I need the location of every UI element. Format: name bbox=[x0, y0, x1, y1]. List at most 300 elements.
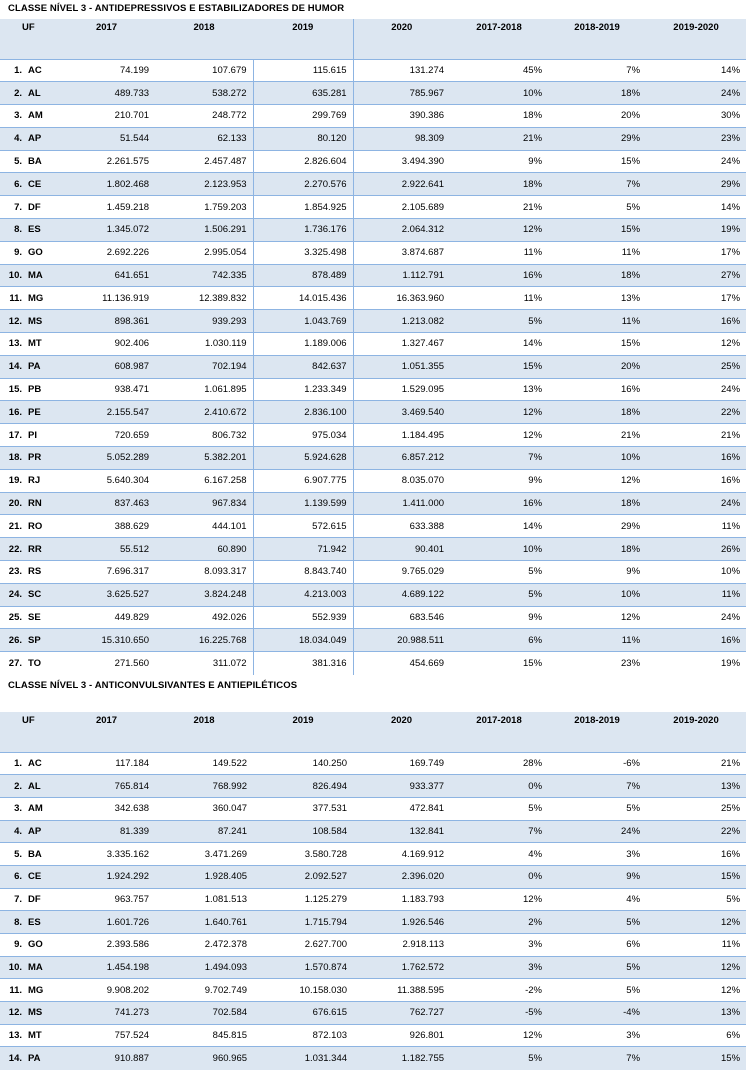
column-header-2017-2018: 2017-2018 bbox=[450, 19, 548, 59]
table-row bbox=[0, 775, 746, 798]
change-2018-2019: 11% bbox=[548, 241, 646, 264]
value-2019: 635.281 bbox=[253, 82, 353, 105]
column-header-2018: 2018 bbox=[155, 19, 253, 59]
value-2019: 572.615 bbox=[253, 515, 353, 538]
row-index: 12. bbox=[0, 310, 28, 333]
value-2019: 8.843.740 bbox=[253, 561, 353, 584]
change-2018-2019: 3% bbox=[548, 843, 646, 866]
value-2017: 720.659 bbox=[58, 424, 155, 447]
change-2019-2020: 21% bbox=[646, 424, 746, 447]
value-2020: 8.035.070 bbox=[353, 469, 450, 492]
value-2017: 910.887 bbox=[58, 1047, 155, 1070]
change-2019-2020: 14% bbox=[646, 196, 746, 219]
section-title-anticonvulsants: CLASSE NÍVEL 3 - ANTICONVULSIVANTES E ANTIEPILÉTICOS bbox=[8, 680, 298, 691]
uf-code: DF bbox=[28, 196, 58, 219]
column-header-2019: 2019 bbox=[253, 19, 353, 59]
value-2017: 271.560 bbox=[58, 652, 155, 675]
change-2019-2020: 30% bbox=[646, 105, 746, 128]
value-2020: 3.469.540 bbox=[353, 401, 450, 424]
change-2019-2020: 21% bbox=[646, 752, 746, 775]
change-2017-2018: 12% bbox=[450, 888, 548, 911]
change-2017-2018: 5% bbox=[450, 310, 548, 333]
change-2018-2019: 12% bbox=[548, 606, 646, 629]
table-row bbox=[0, 865, 746, 888]
value-2020: 1.213.082 bbox=[353, 310, 450, 333]
value-2018: 1.061.895 bbox=[155, 378, 253, 401]
value-2019: 140.250 bbox=[253, 752, 353, 775]
change-2017-2018: 21% bbox=[450, 127, 548, 150]
value-2020: 633.388 bbox=[353, 515, 450, 538]
value-2019: 1.736.176 bbox=[253, 219, 353, 242]
value-2019: 872.103 bbox=[253, 1024, 353, 1047]
value-2018: 444.101 bbox=[155, 515, 253, 538]
change-2019-2020: 16% bbox=[646, 310, 746, 333]
table-row bbox=[0, 797, 746, 820]
change-2018-2019: 7% bbox=[548, 775, 646, 798]
row-index: 17. bbox=[0, 424, 28, 447]
value-2018: 16.225.768 bbox=[155, 629, 253, 652]
change-2019-2020: 12% bbox=[646, 956, 746, 979]
column-header-2018-2019: 2018-2019 bbox=[548, 712, 646, 752]
row-index: 24. bbox=[0, 583, 28, 606]
row-index: 22. bbox=[0, 538, 28, 561]
value-2020: 1.183.793 bbox=[353, 888, 450, 911]
value-2017: 2.393.586 bbox=[58, 934, 155, 957]
column-header-2020: 2020 bbox=[353, 19, 450, 59]
change-2019-2020: 24% bbox=[646, 82, 746, 105]
value-2018: 967.834 bbox=[155, 492, 253, 515]
value-2017: 74.199 bbox=[58, 59, 155, 82]
section-title-antidepressants: CLASSE NÍVEL 3 - ANTIDEPRESSIVOS E ESTABILIZADORES DE HUMOR bbox=[8, 3, 345, 14]
change-2017-2018: 5% bbox=[450, 797, 548, 820]
change-2018-2019: 5% bbox=[548, 911, 646, 934]
value-2018: 702.584 bbox=[155, 1002, 253, 1025]
value-2019: 1.854.925 bbox=[253, 196, 353, 219]
row-index: 1. bbox=[0, 59, 28, 82]
uf-code: PA bbox=[28, 355, 58, 378]
row-index: 10. bbox=[0, 956, 28, 979]
value-2018: 492.026 bbox=[155, 606, 253, 629]
uf-code: AM bbox=[28, 105, 58, 128]
row-index: 27. bbox=[0, 652, 28, 675]
table-row bbox=[0, 333, 746, 356]
change-2018-2019: 18% bbox=[548, 492, 646, 515]
value-2017: 51.544 bbox=[58, 127, 155, 150]
row-index: 4. bbox=[0, 127, 28, 150]
change-2019-2020: 12% bbox=[646, 979, 746, 1002]
table-row bbox=[0, 629, 746, 652]
value-2017: 641.651 bbox=[58, 264, 155, 287]
uf-code: PB bbox=[28, 378, 58, 401]
row-index: 25. bbox=[0, 606, 28, 629]
table-row bbox=[0, 241, 746, 264]
uf-code: RJ bbox=[28, 469, 58, 492]
table-row bbox=[0, 583, 746, 606]
value-2020: 1.112.791 bbox=[353, 264, 450, 287]
change-2019-2020: 16% bbox=[646, 843, 746, 866]
uf-code: MG bbox=[28, 287, 58, 310]
change-2019-2020: 11% bbox=[646, 934, 746, 957]
value-2018: 6.167.258 bbox=[155, 469, 253, 492]
change-2018-2019: 9% bbox=[548, 865, 646, 888]
table-row bbox=[0, 561, 746, 584]
value-2020: 1.411.000 bbox=[353, 492, 450, 515]
value-2017: 11.136.919 bbox=[58, 287, 155, 310]
row-index: 12. bbox=[0, 1002, 28, 1025]
change-2017-2018: 9% bbox=[450, 150, 548, 173]
value-2017: 1.459.218 bbox=[58, 196, 155, 219]
table-row bbox=[0, 820, 746, 843]
value-2018: 1.928.405 bbox=[155, 865, 253, 888]
change-2017-2018: 12% bbox=[450, 424, 548, 447]
value-2018: 939.293 bbox=[155, 310, 253, 333]
change-2018-2019: 12% bbox=[548, 469, 646, 492]
change-2018-2019: 16% bbox=[548, 378, 646, 401]
value-2017: 837.463 bbox=[58, 492, 155, 515]
change-2018-2019: 13% bbox=[548, 287, 646, 310]
change-2018-2019: 7% bbox=[548, 1047, 646, 1070]
value-2020: 933.377 bbox=[353, 775, 450, 798]
value-2019: 2.627.700 bbox=[253, 934, 353, 957]
value-2019: 2.836.100 bbox=[253, 401, 353, 424]
value-2018: 2.457.487 bbox=[155, 150, 253, 173]
value-2017: 5.052.289 bbox=[58, 447, 155, 470]
table-row bbox=[0, 492, 746, 515]
change-2017-2018: 3% bbox=[450, 956, 548, 979]
table-row bbox=[0, 378, 746, 401]
change-2019-2020: 16% bbox=[646, 629, 746, 652]
value-2017: 7.696.317 bbox=[58, 561, 155, 584]
value-2017: 55.512 bbox=[58, 538, 155, 561]
value-2019: 878.489 bbox=[253, 264, 353, 287]
table-row bbox=[0, 150, 746, 173]
value-2017: 342.638 bbox=[58, 797, 155, 820]
value-2018: 1.494.093 bbox=[155, 956, 253, 979]
row-index: 19. bbox=[0, 469, 28, 492]
value-2017: 608.987 bbox=[58, 355, 155, 378]
change-2018-2019: -4% bbox=[548, 1002, 646, 1025]
table-header-row bbox=[0, 712, 746, 752]
value-2019: 18.034.049 bbox=[253, 629, 353, 652]
change-2018-2019: 15% bbox=[548, 219, 646, 242]
row-index: 8. bbox=[0, 219, 28, 242]
table-row bbox=[0, 59, 746, 82]
change-2017-2018: 18% bbox=[450, 173, 548, 196]
change-2017-2018: 11% bbox=[450, 287, 548, 310]
change-2018-2019: 6% bbox=[548, 934, 646, 957]
value-2019: 5.924.628 bbox=[253, 447, 353, 470]
row-index: 11. bbox=[0, 979, 28, 1002]
uf-code: AM bbox=[28, 797, 58, 820]
table-row bbox=[0, 105, 746, 128]
change-2019-2020: 15% bbox=[646, 865, 746, 888]
value-2020: 98.309 bbox=[353, 127, 450, 150]
table-row bbox=[0, 82, 746, 105]
value-2018: 1.759.203 bbox=[155, 196, 253, 219]
table-row bbox=[0, 127, 746, 150]
value-2018: 12.389.832 bbox=[155, 287, 253, 310]
value-2019: 2.092.527 bbox=[253, 865, 353, 888]
change-2017-2018: 0% bbox=[450, 775, 548, 798]
value-2019: 1.189.006 bbox=[253, 333, 353, 356]
uf-code: MG bbox=[28, 979, 58, 1002]
value-2020: 926.801 bbox=[353, 1024, 450, 1047]
value-2019: 826.494 bbox=[253, 775, 353, 798]
value-2018: 60.890 bbox=[155, 538, 253, 561]
uf-code: PI bbox=[28, 424, 58, 447]
table-row bbox=[0, 606, 746, 629]
change-2019-2020: 13% bbox=[646, 1002, 746, 1025]
value-2020: 9.765.029 bbox=[353, 561, 450, 584]
value-2017: 9.908.202 bbox=[58, 979, 155, 1002]
change-2018-2019: 18% bbox=[548, 401, 646, 424]
value-2018: 5.382.201 bbox=[155, 447, 253, 470]
change-2017-2018: 10% bbox=[450, 82, 548, 105]
change-2017-2018: 9% bbox=[450, 469, 548, 492]
value-2020: 1.327.467 bbox=[353, 333, 450, 356]
table-row bbox=[0, 538, 746, 561]
value-2020: 16.363.960 bbox=[353, 287, 450, 310]
change-2019-2020: 24% bbox=[646, 606, 746, 629]
value-2018: 845.815 bbox=[155, 1024, 253, 1047]
value-2019: 3.580.728 bbox=[253, 843, 353, 866]
row-index: 13. bbox=[0, 1024, 28, 1047]
change-2017-2018: 16% bbox=[450, 264, 548, 287]
uf-code: ES bbox=[28, 219, 58, 242]
row-index: 1. bbox=[0, 752, 28, 775]
value-2017: 15.310.650 bbox=[58, 629, 155, 652]
uf-code: MS bbox=[28, 310, 58, 333]
change-2019-2020: 23% bbox=[646, 127, 746, 150]
change-2017-2018: 16% bbox=[450, 492, 548, 515]
change-2019-2020: 16% bbox=[646, 469, 746, 492]
change-2018-2019: 23% bbox=[548, 652, 646, 675]
change-2017-2018: 3% bbox=[450, 934, 548, 957]
value-2020: 2.105.689 bbox=[353, 196, 450, 219]
row-index: 16. bbox=[0, 401, 28, 424]
change-2018-2019: 5% bbox=[548, 956, 646, 979]
row-index: 7. bbox=[0, 888, 28, 911]
change-2019-2020: 17% bbox=[646, 241, 746, 264]
table-row bbox=[0, 424, 746, 447]
row-index: 18. bbox=[0, 447, 28, 470]
change-2019-2020: 19% bbox=[646, 652, 746, 675]
change-2017-2018: 0% bbox=[450, 865, 548, 888]
value-2020: 4.689.122 bbox=[353, 583, 450, 606]
uf-code: CE bbox=[28, 865, 58, 888]
change-2018-2019: 10% bbox=[548, 447, 646, 470]
change-2019-2020: 25% bbox=[646, 797, 746, 820]
change-2018-2019: 18% bbox=[548, 82, 646, 105]
uf-code: AL bbox=[28, 775, 58, 798]
value-2020: 132.841 bbox=[353, 820, 450, 843]
row-index: 21. bbox=[0, 515, 28, 538]
value-2019: 14.015.436 bbox=[253, 287, 353, 310]
change-2019-2020: 22% bbox=[646, 401, 746, 424]
value-2019: 6.907.775 bbox=[253, 469, 353, 492]
row-index: 5. bbox=[0, 843, 28, 866]
change-2019-2020: 22% bbox=[646, 820, 746, 843]
table-row bbox=[0, 652, 746, 675]
value-2017: 2.155.547 bbox=[58, 401, 155, 424]
value-2018: 107.679 bbox=[155, 59, 253, 82]
uf-code: MT bbox=[28, 333, 58, 356]
change-2019-2020: 12% bbox=[646, 333, 746, 356]
value-2019: 71.942 bbox=[253, 538, 353, 561]
uf-code: MS bbox=[28, 1002, 58, 1025]
value-2020: 20.988.511 bbox=[353, 629, 450, 652]
uf-code: RO bbox=[28, 515, 58, 538]
table-row bbox=[0, 1002, 746, 1025]
uf-code: AL bbox=[28, 82, 58, 105]
uf-code: MA bbox=[28, 264, 58, 287]
value-2019: 676.615 bbox=[253, 1002, 353, 1025]
row-index: 14. bbox=[0, 355, 28, 378]
value-2019: 1.715.794 bbox=[253, 911, 353, 934]
value-2019: 3.325.498 bbox=[253, 241, 353, 264]
column-header-2018-2019: 2018-2019 bbox=[548, 19, 646, 59]
change-2017-2018: -2% bbox=[450, 979, 548, 1002]
value-2018: 3.471.269 bbox=[155, 843, 253, 866]
uf-code: GO bbox=[28, 241, 58, 264]
row-index: 6. bbox=[0, 865, 28, 888]
value-2020: 3.874.687 bbox=[353, 241, 450, 264]
table-row bbox=[0, 1024, 746, 1047]
change-2018-2019: 5% bbox=[548, 979, 646, 1002]
change-2017-2018: 5% bbox=[450, 583, 548, 606]
table-antidepressants bbox=[0, 19, 746, 675]
change-2019-2020: 24% bbox=[646, 378, 746, 401]
change-2017-2018: 14% bbox=[450, 515, 548, 538]
table-row bbox=[0, 196, 746, 219]
change-2019-2020: 5% bbox=[646, 888, 746, 911]
uf-code: RN bbox=[28, 492, 58, 515]
value-2020: 4.169.912 bbox=[353, 843, 450, 866]
value-2017: 963.757 bbox=[58, 888, 155, 911]
table-row bbox=[0, 515, 746, 538]
change-2017-2018: 13% bbox=[450, 378, 548, 401]
row-index: 2. bbox=[0, 82, 28, 105]
uf-code: MT bbox=[28, 1024, 58, 1047]
change-2018-2019: 29% bbox=[548, 127, 646, 150]
uf-code: SC bbox=[28, 583, 58, 606]
change-2019-2020: 11% bbox=[646, 583, 746, 606]
uf-code: BA bbox=[28, 150, 58, 173]
uf-code: AC bbox=[28, 752, 58, 775]
value-2018: 248.772 bbox=[155, 105, 253, 128]
table-row bbox=[0, 888, 746, 911]
change-2018-2019: 5% bbox=[548, 797, 646, 820]
value-2019: 80.120 bbox=[253, 127, 353, 150]
change-2017-2018: 7% bbox=[450, 820, 548, 843]
change-2017-2018: 12% bbox=[450, 219, 548, 242]
change-2018-2019: 11% bbox=[548, 629, 646, 652]
value-2020: 2.064.312 bbox=[353, 219, 450, 242]
uf-code: AP bbox=[28, 820, 58, 843]
value-2018: 3.824.248 bbox=[155, 583, 253, 606]
change-2017-2018: 15% bbox=[450, 355, 548, 378]
value-2019: 975.034 bbox=[253, 424, 353, 447]
value-2017: 1.924.292 bbox=[58, 865, 155, 888]
row-index: 3. bbox=[0, 105, 28, 128]
row-index: 9. bbox=[0, 241, 28, 264]
value-2019: 2.270.576 bbox=[253, 173, 353, 196]
row-index: 13. bbox=[0, 333, 28, 356]
value-2019: 1.031.344 bbox=[253, 1047, 353, 1070]
value-2019: 115.615 bbox=[253, 59, 353, 82]
value-2017: 1.454.198 bbox=[58, 956, 155, 979]
column-header-2019-2020: 2019-2020 bbox=[646, 19, 746, 59]
table-row bbox=[0, 219, 746, 242]
row-index: 9. bbox=[0, 934, 28, 957]
value-2020: 3.494.390 bbox=[353, 150, 450, 173]
table-row bbox=[0, 934, 746, 957]
value-2017: 3.335.162 bbox=[58, 843, 155, 866]
table-row bbox=[0, 355, 746, 378]
value-2018: 9.702.749 bbox=[155, 979, 253, 1002]
value-2017: 81.339 bbox=[58, 820, 155, 843]
value-2019: 1.139.599 bbox=[253, 492, 353, 515]
change-2018-2019: 7% bbox=[548, 173, 646, 196]
row-index: 3. bbox=[0, 797, 28, 820]
value-2017: 765.814 bbox=[58, 775, 155, 798]
change-2017-2018: 4% bbox=[450, 843, 548, 866]
change-2018-2019: 18% bbox=[548, 538, 646, 561]
table-anticonvulsants bbox=[0, 712, 746, 1070]
change-2017-2018: 15% bbox=[450, 652, 548, 675]
change-2017-2018: 45% bbox=[450, 59, 548, 82]
value-2020: 1.529.095 bbox=[353, 378, 450, 401]
change-2019-2020: 27% bbox=[646, 264, 746, 287]
change-2019-2020: 6% bbox=[646, 1024, 746, 1047]
table-header-row bbox=[0, 19, 746, 59]
change-2019-2020: 14% bbox=[646, 59, 746, 82]
value-2020: 169.749 bbox=[353, 752, 450, 775]
value-2017: 898.361 bbox=[58, 310, 155, 333]
change-2018-2019: 11% bbox=[548, 310, 646, 333]
value-2019: 10.158.030 bbox=[253, 979, 353, 1002]
change-2017-2018: 7% bbox=[450, 447, 548, 470]
value-2018: 806.732 bbox=[155, 424, 253, 447]
value-2020: 1.184.495 bbox=[353, 424, 450, 447]
value-2019: 299.769 bbox=[253, 105, 353, 128]
change-2019-2020: 25% bbox=[646, 355, 746, 378]
table-row bbox=[0, 979, 746, 1002]
uf-code: SE bbox=[28, 606, 58, 629]
value-2019: 842.637 bbox=[253, 355, 353, 378]
value-2018: 538.272 bbox=[155, 82, 253, 105]
uf-code: ES bbox=[28, 911, 58, 934]
change-2018-2019: 20% bbox=[548, 355, 646, 378]
change-2019-2020: 29% bbox=[646, 173, 746, 196]
value-2018: 1.081.513 bbox=[155, 888, 253, 911]
row-index: 8. bbox=[0, 911, 28, 934]
change-2017-2018: 12% bbox=[450, 401, 548, 424]
table-row bbox=[0, 956, 746, 979]
value-2017: 741.273 bbox=[58, 1002, 155, 1025]
value-2020: 762.727 bbox=[353, 1002, 450, 1025]
change-2017-2018: 14% bbox=[450, 333, 548, 356]
change-2019-2020: 13% bbox=[646, 775, 746, 798]
column-header-2017-2018: 2017-2018 bbox=[450, 712, 548, 752]
uf-code: RS bbox=[28, 561, 58, 584]
uf-code: DF bbox=[28, 888, 58, 911]
table-row bbox=[0, 1047, 746, 1070]
change-2018-2019: 20% bbox=[548, 105, 646, 128]
value-2019: 1.125.279 bbox=[253, 888, 353, 911]
change-2017-2018: 9% bbox=[450, 606, 548, 629]
value-2020: 2.918.113 bbox=[353, 934, 450, 957]
